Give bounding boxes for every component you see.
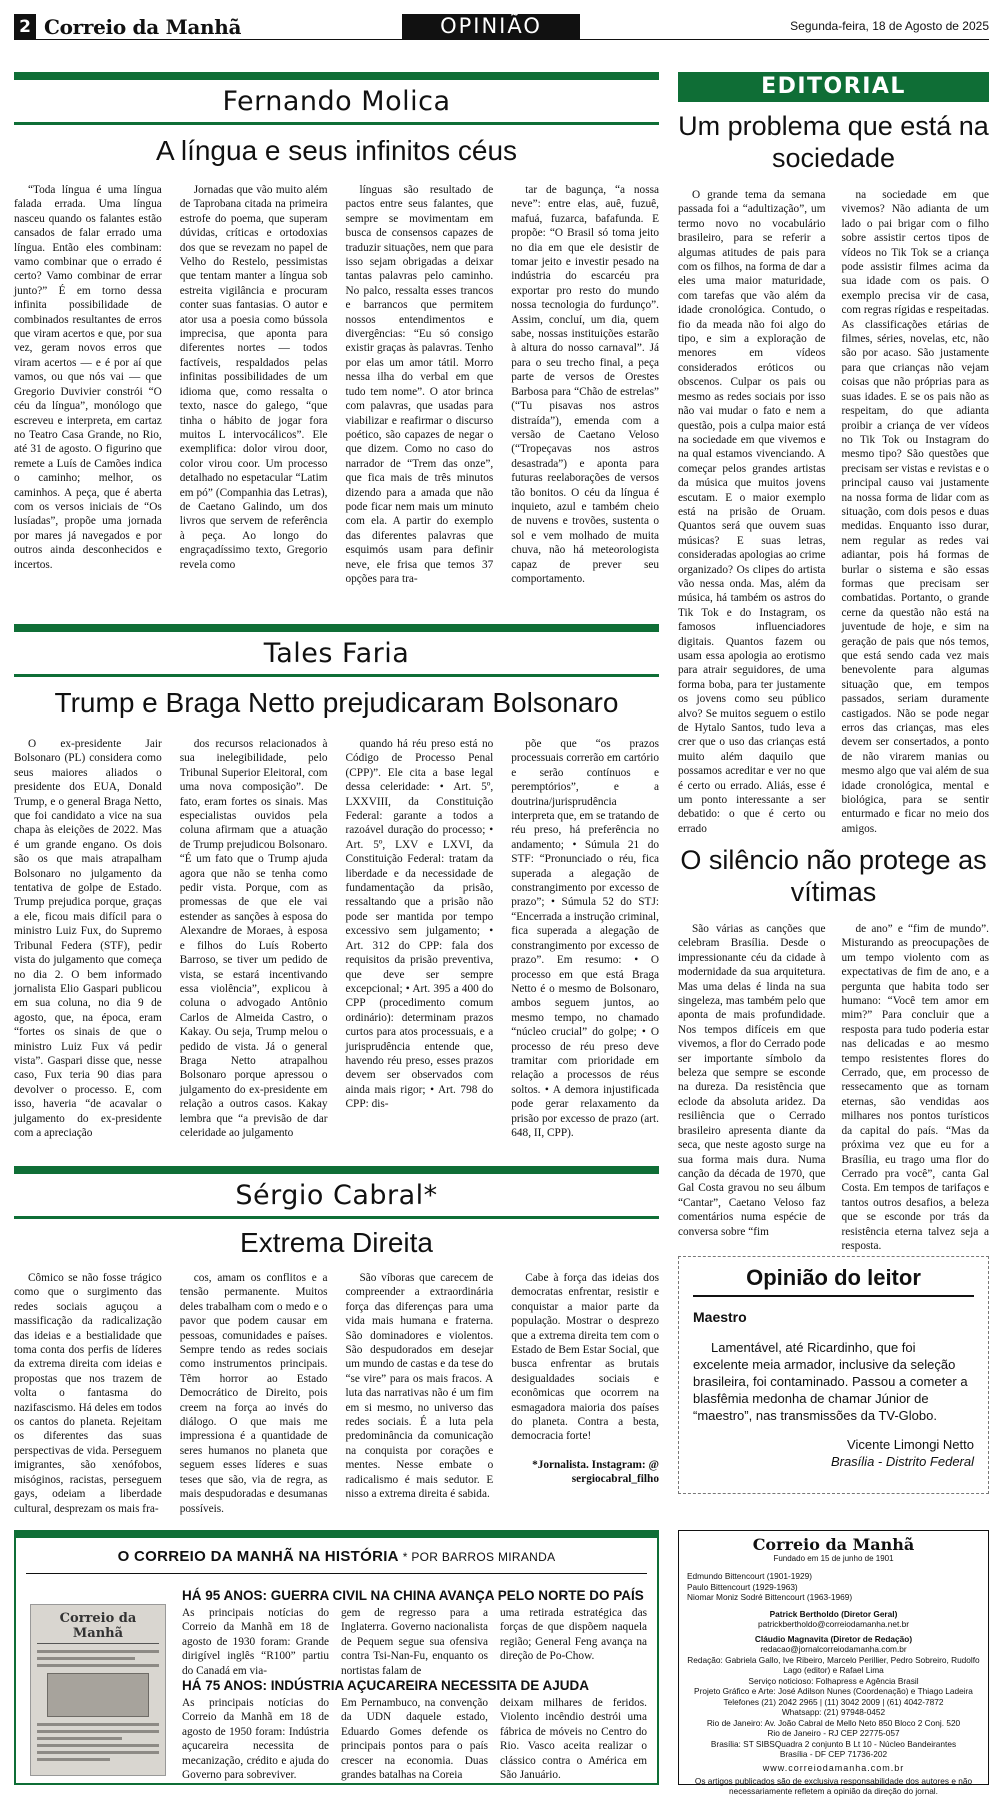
article-col-3: línguas são resultado de pactos entre seus falantes, que sempre se movimentam em busca de consensos capazes de traduzir situações, nem que para isso sejam obrigadas a deixar tantas palavras pelo caminho. No palco, ressalta esses trancos e barrancos que permitem nossos entendimentos e divergências: “Eu só consigo existir graças às palavras. Tenho por elas um amor tátil. Morro nessa ilha do verbal em que tudo tem nome”. O ator brinca com palavras, que usadas para viabilizar e reafirmar o discurso poético, são capazes de negar o que dizem. Como no caso do narrador de “Trem das onze”, que fica mais de três minutos dizendo para a amada que não pode ficar nem mais um minuto com ela. A partir do exemplo das diferentes palavras que esquimós usam para definir neve, ele frisa que temos 37 opções para tra-: [345, 184, 494, 585]
column-headline: Trump e Braga Netto prejudicaram Bolsonaro: [54, 687, 619, 718]
divider: [26, 1573, 647, 1574]
article-col-4: Cabe à força das ideias dos democratas enfrentar, resistir e conquistar a maior parte da população. Mostrar o desprezo que a extrema direita tem com o Estado de Bem Estar Social, que busca enfrentar as brutais desigualdades sociais e econômicas que ocorrem na esmagadora maioria dos países do planeta. Contra a besta, democracia forte! *Jornalista. Instagram: @ sergiocabral_filho: [511, 1272, 659, 1486]
silencio-article: [678, 844, 989, 1252]
column-author: Sérgio Cabral*: [235, 1180, 438, 1211]
history-item-col: Em Pernambuco, na convenção da UDN daquele estado, Eduardo Gomes defende os principais pontos para o país crescer na economia. Duas grandes batalhas na Coreia: [341, 1697, 488, 1782]
brasilia-address: Brasília: ST SIBSQuadra 2 conjunto B Lt 10 - Núcleo Bandeirantes: [710, 1738, 957, 1749]
history-item-col: deixam milhares de feridos. Violento incêndio destrói uma fábrica de móveis no Centro do Rio. Vasco aceita realizar o clássico contra o América em São Januário.: [500, 1697, 647, 1782]
article-body: [14, 737, 659, 1165]
author-note: *Jornalista. Instagram: @ sergiocabral_filho: [532, 1458, 659, 1486]
article-body: [678, 922, 989, 1252]
reader-signature: Vicente Limongi Netto: [847, 1436, 974, 1452]
green-rule: [14, 674, 659, 677]
tales-column: [14, 624, 659, 1164]
editorial: [678, 72, 989, 835]
history-item-1930: [182, 1588, 647, 1682]
history-item-1950: [182, 1678, 647, 1788]
history-item-heading: HÁ 75 ANOS: INDÚSTRIA AÇUCAREIRA NECESSITA DE AJUDA: [182, 1678, 590, 1693]
page-header: [14, 14, 989, 40]
archive-text-lines: [37, 1650, 159, 1667]
news-service: Serviço noticioso: Folhapress e Agência Brasil: [748, 1675, 919, 1686]
article-col-2: dos recursos relacionados à sua inelegibilidade, pelo Tribunal Superior Eleitoral, com uma nova composição”. De fato, eram fortes os sinais. Mas especialistas ouvidos pela coluna afirmam que a atuação de Trump prejudicou Bolsonaro. “É um fato que o Trump ajuda agora que não se tenha como pedir vista. Porque, com as promessas de que ele vai estender as sanções à esposa do Alexandre de Moraes, à esposa e filhos do Luís Roberto Barroso, se tiver um pedido de vista, se estará incentivando essa violência”, explicou à coluna o advogado Antônio Carlos de Almeida Castro, o Kakay. Ou seja, Trump melou o pedido de vista. Já o general Braga Netto atrapalhou Bolsonaro porque apressou o julgamento do ex-presidente em relação a outros casos. Kakay lembra que “a previsão de dar celeridade ao julgamento: [179, 738, 328, 1139]
founder-3: Niomar Moniz Sodré Bittencourt (1963-1969): [687, 1592, 853, 1602]
history-item-col: uma retirada estratégica das forças de que dispõem naquela região; General Feng avança na direção de Po-Chow.: [500, 1607, 647, 1663]
editor-email[interactable]: redacao@jornalcorreiodamanha.com.br: [760, 1644, 907, 1654]
article-col-2: cos, amam os conflitos e a tensão permanente. Muitos deles trabalham com o medo e o pavor que podem causar em pessoas, comunidades e países. Sempre tendo as redes sociais como instrumentos principais. Têm horror ao Estado Democrático de Direito, pois creem na força ao invés do diálogo. O que mais me impressiona é a quantidade de seres humanos no planeta que seguem esses líderes e suas teses que são, via de regra, as mais despudoradas e desumanas possíveis.: [179, 1272, 328, 1515]
founded-line: Fundado em 15 de junho de 1901: [773, 1554, 894, 1563]
article-col-2: Jornadas que vão muito além de Taprobana citada na primeira estrofe do poema, que superam dúvidas, críticas e ortodoxias dos que se revezam no papel de Velho do Restelo, pessimistas que tentam manter a língua sob estreita vigilância e procuram conter suas fantasias. O autor e ator usa a poesia como bússola imprecisa, que aponta para diferentes nortes — todos factíveis, respaldados pelas infinitas possibilidades de um idioma que, como ressalta o texto, nasce do galego, “que tinha o hábito de jogar fora muitos L intervocálicos”. Ele exemplifica: dolor virou door, color virou coor. Um processo detalhado no espetacular “Latim em pó” (Companhia das Letras), de Caetano Galindo, um dos livros que servem de referência à peça. Ao longo do engraçadíssimo texto, Gregorio revela como: [179, 184, 328, 571]
director-name: Patrick Bertholdo (Diretor Geral): [769, 1608, 898, 1619]
rio-address: Rio de Janeiro: Av. João Cabral de Mello Neto 850 Bloco 2 Conj. 520: [706, 1717, 961, 1728]
reader-opinion-title: Opinião do leitor: [746, 1265, 921, 1290]
archive-front-page-image: [30, 1604, 166, 1776]
history-box: [14, 1530, 659, 1785]
article-col-3: São víboras que carecem de compreender a extraordinária força das diferenças para uma vida mais humana e fraterna. São dominadores e violentos. São despudorados em desejar um mundo de castas e da tese do “se vire” para os mais fracos. A luta das narrativas não é um fim em si mesmo, no universo das redes sociais. É a luta pela predominância da comunicação na conquista por corações e mentes. Nesse embate o radicalismo é mais sedutor. E nisso a extrema direita é sabida.: [345, 1272, 494, 1501]
article-col-3: quando há réu preso está no Código de Processo Penal (CPP)”. Ele cita a base legal dessa celeridade: • Art. 5º, LXXVIII, da Constituição Federal: garante a todos a razoável duração do processo; • Art. 5º, LXV e LXVI, da Constituição Federal: tratam da liberdade e da necessidade de fundamentação da prisão, ressaltando que a prisão não pode ser mantida por tempo excessivo sem julgamento; • Art. 312 do CPP: fala dos requisitos da prisão preventiva, que deve ser sempre excepcional; • Art. 395 a 400 do CPP (procedimento comum ordinário): determinam prazos curtos para atos processuais, e a jurisprudência entende que, havendo réu preso, esses prazos devem ser observados com ainda mais rigor; • Art. 798 do CPP: dis-: [345, 738, 494, 1111]
archive-photo: [47, 1673, 149, 1717]
divider: [693, 1295, 974, 1297]
founder-1: Edmundo Bittencourt (1901-1929): [687, 1571, 812, 1581]
green-bar: [14, 624, 659, 632]
reader-location: Brasília - Distrito Federal: [830, 1453, 974, 1469]
green-bar: [14, 72, 659, 80]
newsroom-staff: Redação: Gabriela Gallo, Ive Ribeiro, Marcelo Perillier, Pedro Sobreiro, Rudolfo Lago (editor) e Rafael Lima: [687, 1654, 980, 1675]
column-headline: Extrema Direita: [240, 1227, 433, 1258]
history-item-col: As principais notícias do Correio da Manhã em 18 de agosto de 1930 foram: Grande dirigível inglês “R100” partiu do Canadá em via-: [182, 1607, 329, 1677]
history-title-text: O CORREIO DA MANHÃ NA HISTÓRIA: [117, 1548, 399, 1565]
history-item-heading: HÁ 95 ANOS: GUERRA CIVIL NA CHINA AVANÇA PELO NORTE DO PAÍS: [182, 1588, 644, 1603]
article-col-1: Cômico se não fosse trágico como que o surgimento das redes sociais aguçou a massificação da radicalização das ideias e a bestialidade que toma conta dos perfis de líderes da extrema direita com ideias e propostas que nos trazem de volta o fantasma do nazifascismo. Há deles em todos os cantos do planeta. Rejeitam os diferentes das suas perspectivas de vida. Perseguem imigrantes, são xenófobos, misóginos, racistas, perseguem gays, odeiam a liberdade cultural, desprezam os mais fra-: [14, 1272, 162, 1515]
website-link[interactable]: www.correiodamanha.com.br: [762, 1762, 905, 1773]
article-headline: O silêncio não protege as vítimas: [680, 845, 987, 907]
archive-masthead: Correio da Manhã: [37, 1611, 159, 1644]
history-item-col: As principais notícias do Correio da Manhã em 18 de agosto de 1950 foram: Indústria açucareira necessita de mecanização, crédito e ajuda do Governo para sobreviver.: [182, 1697, 329, 1782]
editorial-col-1: O grande tema da semana passada foi a “adultização”, um termo novo no vocabulário brasileiro, para se referir a algumas atitudes de pais para com os filhos, na forma de dar a eles uma maior maturidade, com tarefas que vão além da idade cronológica. Contudo, o fio da meada não foi algo do tipo, e sim a exploração de menores em vídeos considerados eróticos ou obscenos. Culpar os pais ou mesmo as redes sociais por isso não vai mudar o fato e nem a questão, pois a culpa maior está na sociedade em que vivemos e na qual estamos vivenciando. A começar pelos grandes artistas da música que muitos jovens escutam. E o maior exemplo está na prisão de Oruam. Quantos será que ouvem suas músicas? E suas letras, consideradas apologias ao crime organizado? Os clipes do artista vão nessa onda. Mas, além da música, há também os astros do Tik Tok e do Instagram, os famosos influenciadores digitais. Quantos fazem ou usam essa apologia ao erotismo para atrair seguidores, de uma forma boba, para ter justamente os jovens como seu público alvo? Se muitos seguem o estilo de Hytalo Santos, tudo leva a crer que o uso das crianças está muito além daquilo que possamos acreditar e ver no que é certo ou errado. Aliás, esse é um ponto interessante a ser debatido: o que é certo ou errado: [678, 189, 826, 835]
article-col-4: põe que “os prazos processuais correrão em cartório e serão contínuos e peremptórios”, e a doutrina/jurisprudência interpreta que, em se tratando de réu preso, há preferência no andamento; • Súmula 21 do STF: “Pronunciado o réu, fica superada a alegação de constrangimento por excesso de prazo”; • Súmula 52 do STJ: “Encerrada a instrução criminal, fica superada a alegação de constrangimento por excesso de prazo”. Em resumo: • O processo em que está Braga Netto é o mesmo de Bolsonaro, ambos seguem juntos, ao mesmo tempo, no chamado “núcleo crucial” do golpe; • O processo de réu preso deve tramitar com prioridade em relação a processos de réus soltos. • A demora injustificada pode gerar relaxamento da prisão por excesso de prazo (art. 648, II, CPP).: [511, 738, 659, 1139]
history-item-col: gem de regresso para a Inglaterra. Governo nacionalista de Pequem segue sua ofensiva contra Tsi-Nan-Fu, enquanto os nortistas falam de: [341, 1607, 488, 1677]
director-email[interactable]: patrickbertholdo@correiodamanha.net.br: [758, 1619, 909, 1629]
column-author: Fernando Molica: [222, 86, 451, 117]
green-rule: [14, 122, 659, 125]
editorial-col-2: na sociedade em que vivemos? Não adianta de um lado o pai brigar com o filho sobre assistir certos tipos de vídeos no Tik Tok se a criança pode assistir filmes acima da sua idade com os pais. O exemplo precisa vir de casa, com regras rígidas e respeitadas. As classificações etárias de filmes, séries, novelas, etc, não são por acaso. São justamente para que crianças não vejam coisas que não próprias para as suas idades. E se os pais não as respeitam, do que adianta proibir a criança de ver vídeos no Tik Tok ou Instagram do mesmo tipo? São questões que precisam ser vistas e revistas e o principal causo vai justamente na nossa forma de lidar com as situação, com dois pesos e duas medidas. Enquanto isso durar, nem regular as redes vai adiantar, pois há formas de burlar o sistema e são essas formas que precisam ser combatidas. Portanto, o grande cerne da questão não está na juventude de hoje, e sim na geração de pais que nós temos, que está sendo cada vez mais benevolente para algumas situação que, em tempos passados, seriam duramente castigados. Não se pode negar erros das crianças, mas eles devem ser consertados, a ponto de não virarem manias ou mesmo algo que vai além de sua idade cronológica, mental e biológica, para se sentir enturmado e ficar no meio dos amigos.: [841, 189, 989, 835]
brasilia-cep: Brasília - DF CEP 71736-202: [779, 1749, 888, 1759]
history-title: [16, 1548, 657, 1565]
article-col-4: tar de bagunça, “a nossa neve”: entre elas, auê, fuzuê, mafuá, fuzarca, bafafunda. E propõe: “O Brasil só toma jeito no dia em que ele desistir de tomar jeito e investir pesado na indústria do escarcéu pra exportar pro resto do mundo nossa tecnologia do furdunço”. Assim, concluí, um dia, quem sabe, nossas instituições estarão à altura do nosso carnaval”. Já para o seu trecho final, a peça parte de versos de Orestes Barbosa para “Chão de estrelas” (“Tu pisavas nos astros distraída”), emenda com a versão de Caetano Veloso (“Tropeçavas nos astros desastrada”) e aponta para futuras reelaborações de versos tão bonitos. O céu da língua é inquieto, azul e também cheio de nuvens e trovões, sustenta o sol e vem molhado de muita chuva, não há meteorologista capaz de prever seu comportamento.: [511, 184, 659, 585]
molica-column: [14, 72, 659, 590]
graphic-design: Projeto Gráfico e Arte: José Adilson Nunes (Coordenação) e Thiago Ladeira: [694, 1686, 973, 1696]
masthead-box: [678, 1530, 989, 1796]
history-byline: * POR BARROS MIRANDA: [402, 1550, 556, 1564]
editorial-label: EDITORIAL: [678, 72, 989, 102]
green-rule: [14, 1216, 659, 1219]
reader-letter-body: Lamentável, até Ricardinho, que foi excelente meia armador, inclusive da seleção brasileira, foi contaminado. Passou a cometer a blasfêmia medonha de chamar Júnior de “maestro”, nas transmissões da TV-Globo.: [693, 1339, 968, 1423]
reader-letter-title: Maestro: [693, 1308, 747, 1325]
cabral-column: [14, 1166, 659, 1515]
section-label: OPINIÃO: [402, 14, 580, 39]
article-col-1: O ex-presidente Jair Bolsonaro (PL) considera como seus maiores aliados o presidente dos EUA, Donald Trump, e o general Braga Netto, que foi candidato a vice na sua chapa às eleições de 2022. Mas é um grande engano. Os dois são os que mais atrapalham Bolsonaro no julgamento da tentativa de golpe de Estado. Trump prejudica porque, graças a ele, ficou mais difícil para o ministro Luiz Fux, do Supremo Tribunal Federa (STF), pedir vista do julgamento que começa no dia 2. O bem informado jornalista Elio Gaspari publicou em sua coluna, no dia 9 de agosto, que, na época, eram “fortes os sinais de que o ministro Luiz Fux vá pedir vista”. Gaspari disse que, nesse caso, Fux teria 90 dias para devolver o processo. E, com isso, haveria “de acavalar o julgamento do ex-presidente com a apreciação: [14, 738, 162, 1139]
article-col-2: de ano” e “fim de mundo”. Misturando as preocupações de um tempo violento com as expectativas de fim de ano, e a pergunta que habita todo ser humano: “Você tem amor em mim?” Para concluir que a resposta para tudo poderia estar nas delicadas e ao mesmo tempo resistentes flores do Cerrado, que, em processo de ressecamento que as tornam eternas, são vendidas aos milhares nos pontos turísticos da capital do país. “Mas da próxima vez que eu for a Brasília, eu trago uma flor do Cerrado pra você”, canta Gal Costa. Em tempos de tarifaços e tantos outros desafios, a beleza que se esconde por trás da resistência eterna talvez seja a resposta.: [841, 923, 989, 1252]
editorial-headline: Um problema que está na sociedade: [678, 111, 989, 173]
disclaimer: Os artigos publicados são de exclusiva responsabilidade dos autores e não necessariamente refletem a opinião da direção do jornal.: [694, 1775, 973, 1796]
reader-opinion-box: [678, 1256, 989, 1494]
green-bar: [16, 1532, 657, 1538]
article-body: [14, 183, 659, 591]
article-body: [14, 1271, 659, 1515]
page-number: 2: [14, 14, 36, 40]
editor-name: Cláudio Magnavita (Diretor de Redação): [754, 1633, 913, 1644]
founder-2: Paulo Bittencourt (1929-1963): [687, 1581, 798, 1592]
column-author: Tales Faria: [263, 638, 410, 669]
article-col-1: São várias as canções que celebram Brasília. Desde o impressionante céu da cidade à modernidade da sua arquitetura. Mas uma delas é linda na sua singeleza, mas também pelo que aponta de mais profundidade. Nos tempos difíceis em que vivemos, a flor do Cerrado pode ser importante símbolo da beleza que sempre se esconde na dureza. Da resistência que eclode da absoluta aridez. Da resiliência que o Cerrado brasileiro apresenta diante da seca, que neste agosto surge na sua forma mais dura. Numa canção da década de 1970, que Gal Costa gravou no seu álbum “Cantar”, Caetano Veloso faz comentários numa espécie de conversa sobre “fim: [678, 923, 826, 1238]
article-col-1: “Toda língua é uma língua falada errada. Uma língua nasceu quando os falantes estão cansados de falar errado uma língua. Então eles combinam: vamo combinar que o errado é certo? Vamo combinar de errar junto?” É em torno dessa infinita possibilidade de combinados resultantes de erros que viram acertos e que, por sua vez, geram novos erros que viram acertos — e é por aí que vamos, ou que nós vai — que Gregorio Duvivier constrói “O céu da língua”, monólogo que escreveu e interpreta, em cartaz no Teatro Casa Grande, no Rio, até 31 de agosto. O figurino que remete a Luís de Camões indica o caminho; melhor, os caminhos. A peça, que é aberta com os versos iniciais de “Os lusíadas”, propõe uma jornada por mares já navegados e por outros ainda desconhecidos e incertos.: [14, 184, 162, 571]
green-bar: [14, 1166, 659, 1174]
column-headline: A língua e seus infinitos céus: [155, 135, 518, 166]
rio-cep: Rio de Janeiro - RJ CEP 22775-057: [767, 1728, 900, 1738]
editorial-body: [678, 188, 989, 838]
masthead-logo: Correio da Manhã: [752, 1535, 915, 1554]
whatsapp: Whatsapp: (21) 97948-0452: [781, 1707, 886, 1717]
paper-name: Correio da Manhã: [44, 15, 242, 39]
phones: Telefones (21) 2042 2965 | (11) 3042 2009 | (61) 4042-7872: [723, 1696, 944, 1707]
dateline: Segunda-feira, 18 de Agosto de 2025: [790, 19, 989, 33]
